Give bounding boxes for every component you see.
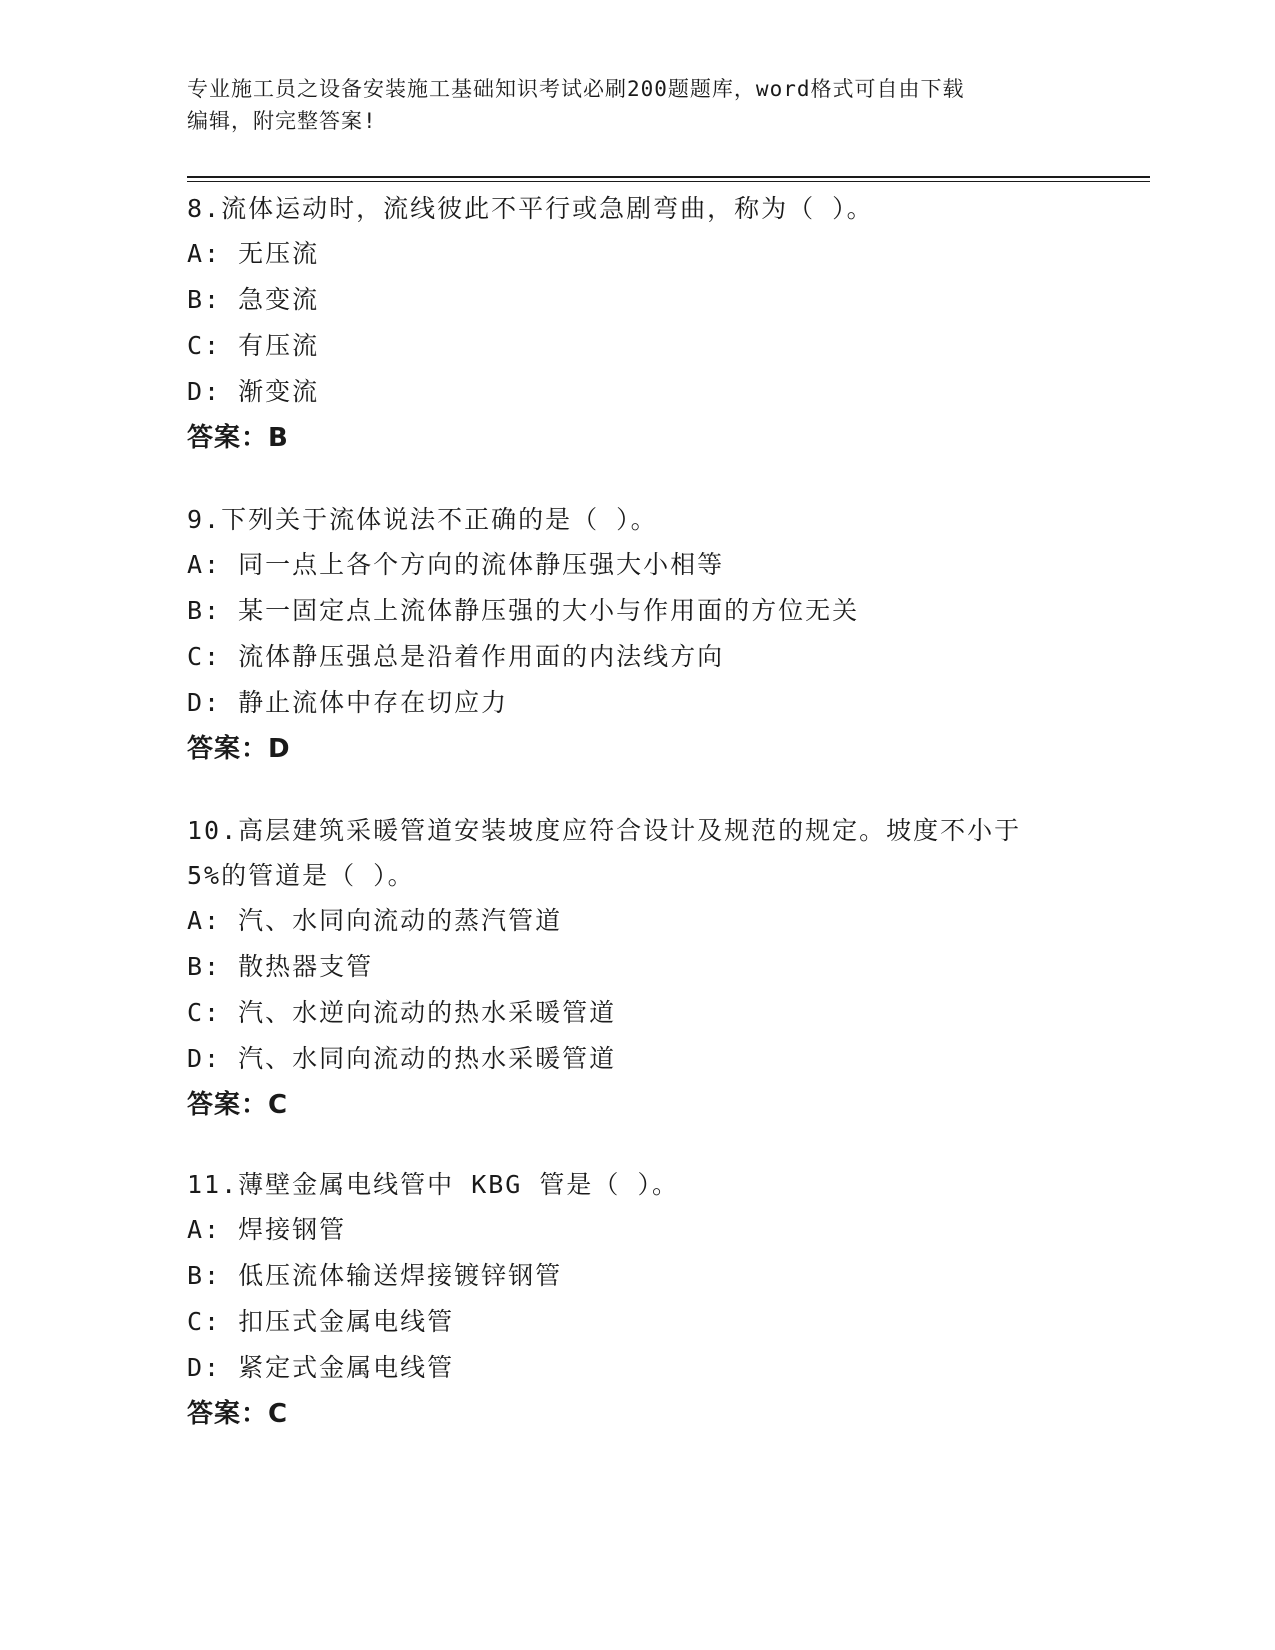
option-a: A: 汽、水同向流动的蒸汽管道 (187, 906, 563, 935)
question-stem: 10.高层建筑采暖管道安装坡度应符合设计及规范的规定。坡度不小于 (187, 816, 1022, 845)
header-line-2: 编辑，附完整答案! (187, 109, 377, 133)
answer-label: 答案：C (187, 1090, 289, 1120)
option-d: D: 静止流体中存在切应力 (187, 688, 509, 717)
question-stem: 8.流体运动时，流线彼此不平行或急剧弯曲，称为（ ）。 (187, 194, 874, 223)
option-b: B: 急变流 (187, 285, 320, 314)
option-b: B: 散热器支管 (187, 952, 374, 981)
document-header (187, 73, 1067, 137)
header-divider-thin (187, 181, 1150, 182)
option-d: D: 紧定式金属电线管 (187, 1353, 455, 1382)
option-c: C: 汽、水逆向流动的热水采暖管道 (187, 998, 617, 1027)
option-c: C: 有压流 (187, 331, 320, 360)
answer-label: 答案：B (187, 423, 289, 453)
option-d: D: 渐变流 (187, 377, 320, 406)
question-stem: 9.下列关于流体说法不正确的是（ ）。 (187, 505, 658, 534)
answer-label: 答案：D (187, 734, 291, 764)
header-line-1: 专业施工员之设备安装施工基础知识考试必刷200题题库，word格式可自由下载 (187, 77, 965, 101)
option-b: B: 低压流体输送焊接镀锌钢管 (187, 1261, 563, 1290)
question-stem-continued: 5%的管道是（ ）。 (187, 861, 415, 890)
option-a: A: 无压流 (187, 239, 320, 268)
answer-label: 答案：C (187, 1399, 289, 1429)
header-divider-thick (187, 176, 1150, 178)
option-a: A: 焊接钢管 (187, 1215, 347, 1244)
question-8 (187, 186, 1087, 461)
option-c: C: 流体静压强总是沿着作用面的内法线方向 (187, 642, 725, 671)
question-stem: 11.薄壁金属电线管中 KBG 管是（ ）。 (187, 1170, 679, 1199)
option-b: B: 某一固定点上流体静压强的大小与作用面的方位无关 (187, 596, 860, 625)
question-9 (187, 497, 1087, 772)
option-c: C: 扣压式金属电线管 (187, 1307, 455, 1336)
option-d: D: 汽、水同向流动的热水采暖管道 (187, 1044, 617, 1073)
option-a: A: 同一点上各个方向的流体静压强大小相等 (187, 550, 725, 579)
question-10 (187, 808, 1087, 1128)
question-11 (187, 1162, 1087, 1437)
